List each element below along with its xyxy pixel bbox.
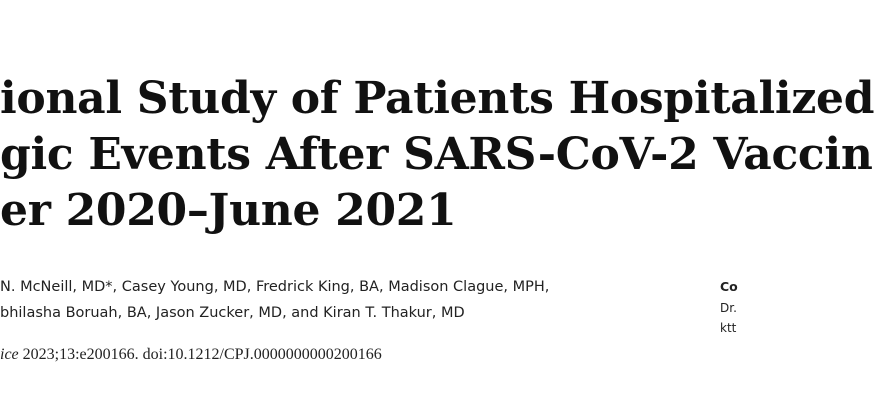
article-title-line-3: er 2020–June 2021 [0,185,457,236]
author-list-line-2: bhilasha Boruah, BA, Jason Zucker, MD, and Kiran T. Thakur, MD [0,305,465,321]
article-title-line-1: ional Study of Patients Hospitalized [0,73,874,124]
author-list-line-1: N. McNeill, MD*, Casey Young, MD, Fredrick King, BA, Madison Clague, MPH, [0,279,550,295]
article-title-line-2: gic Events After SARS-CoV-2 Vaccin [0,129,873,180]
citation-details: 2023;13:e200166. doi:10.1212/CPJ.0000000000200166 [18,346,382,363]
citation [0,345,382,365]
citation-journal: ice [0,346,19,363]
correspondence-email[interactable]: ktt [720,321,737,335]
correspondence-name: Dr. [720,301,737,315]
correspondence-heading: Co [720,279,738,294]
